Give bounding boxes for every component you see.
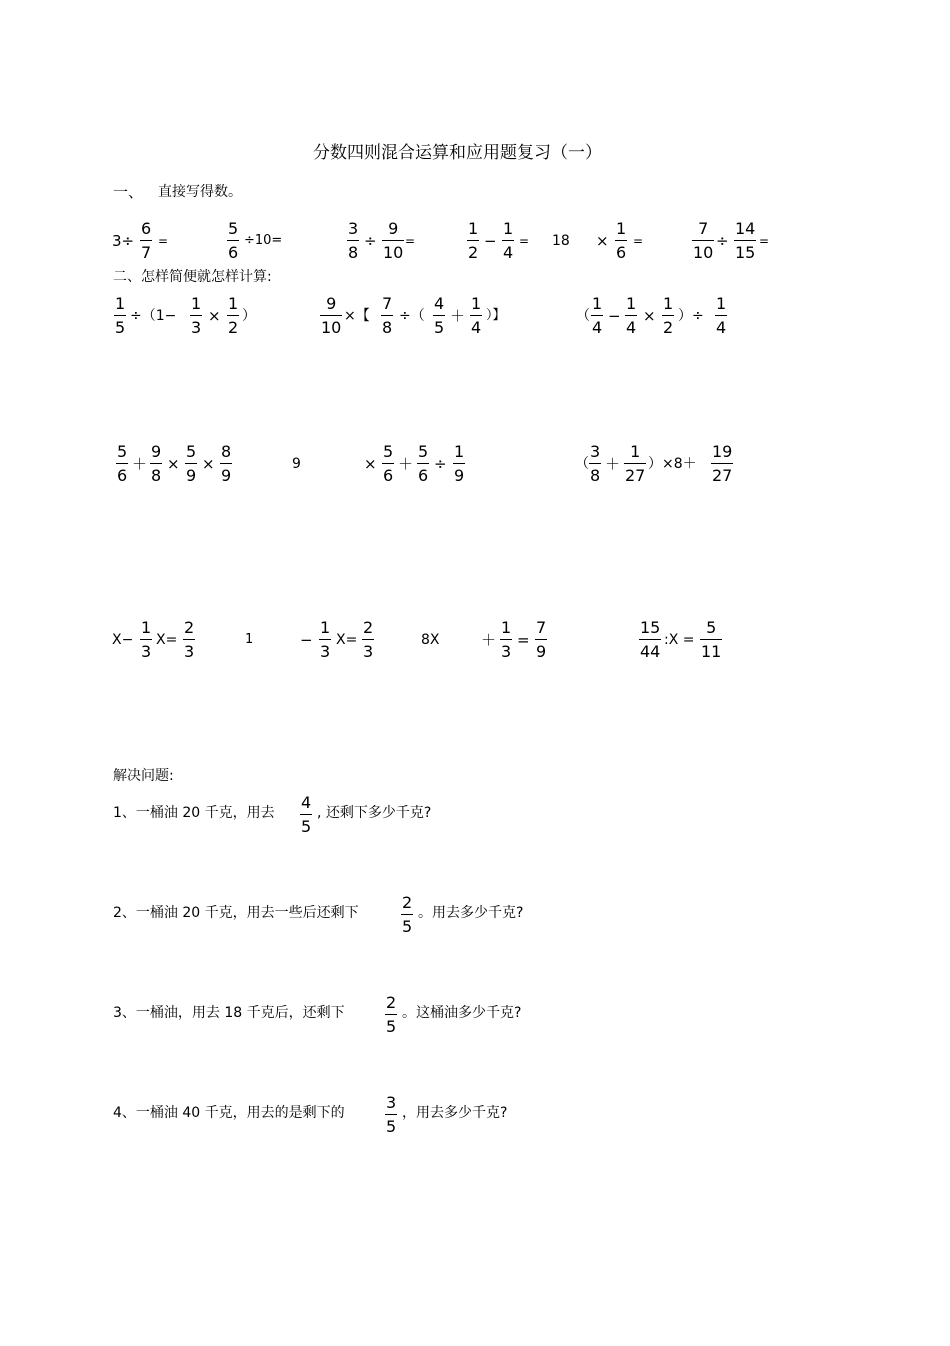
operator: （ [575,456,589,472]
operand: 9 [292,456,301,472]
operand: 3÷ [112,232,135,250]
fraction: 2 5 [402,893,413,936]
fraction: 1 27 [625,442,646,485]
fraction: 14 15 [735,219,756,262]
fraction: 4 5 [301,793,312,836]
problem-question: 。这桶油多少千克? [402,1005,522,1021]
problem-text: 3、一桶油，用去 18 千克后，还剩下 [113,1005,345,1021]
operator: ÷ [364,232,377,250]
operator: ÷（1− [130,308,177,324]
fraction: 9 8 [151,442,162,485]
section-3-heading: 解决问题: [113,768,174,784]
fraction: 2 3 [363,618,374,661]
section-2-heading: 二、怎样简便就怎样计算: [113,269,272,285]
operator: （ [576,308,590,324]
fraction: 1 3 [191,294,202,337]
problem-text: 1、一桶油 20 千克，用去 [113,805,275,821]
fraction: 1 4 [592,294,603,337]
page-title: 分数四则混合运算和应用题复习（一） [313,143,602,163]
fraction: 1 2 [468,219,479,262]
fraction: 2 3 [184,618,195,661]
operator: ＋ [481,631,497,649]
operator: × [167,455,180,473]
fraction: 1 2 [228,294,239,337]
fraction: 6 7 [141,219,152,262]
operator: ） [242,308,256,324]
problem-text: 2、一桶油 20 千克，用去一些后还剩下 [113,905,359,921]
operand: 1 [245,632,254,647]
fraction: 5 9 [186,442,197,485]
operator: ）÷ [678,308,704,324]
fraction: 1 3 [141,618,152,661]
fraction: 1 4 [716,294,727,337]
operator: − [608,307,621,325]
fraction: 4 5 [434,294,445,337]
fraction: 19 27 [712,442,733,485]
operator: ＋ [132,455,148,473]
fraction: 5 6 [117,442,128,485]
equals: = [158,234,169,248]
operator: :X = [664,632,695,648]
fraction: 9 10 [321,294,342,337]
operator: X= [156,632,178,648]
fraction: 5 11 [701,618,722,661]
operand: 18 [552,233,570,249]
operator: ）】 [486,308,506,323]
operator: ＋ [450,307,466,325]
operator: ＋ [605,455,621,473]
fraction: 3 8 [590,442,601,485]
operator: ×【 [344,308,370,324]
fraction: 1 4 [471,294,482,337]
equals: = [519,234,530,248]
fraction: 1 6 [616,219,627,262]
section-1-number: 一、 [113,183,144,201]
fraction: 9 10 [383,219,404,262]
operator: X= [336,632,358,648]
operator: × [643,307,656,325]
fraction: 8 9 [221,442,232,485]
operator: ）×8＋ [648,456,697,472]
operator: ÷ [434,455,447,473]
fraction: 1 9 [454,442,465,485]
operator: ÷（ [399,308,425,324]
fraction: 3 8 [348,219,359,262]
fraction: 3 5 [386,1093,397,1136]
fraction: 1 3 [501,618,512,661]
problem-question: , 还剩下多少千克? [317,805,432,821]
operator: ＋ [398,455,414,473]
equals: = [633,234,644,248]
operator: × [364,455,377,473]
fraction: 7 9 [536,618,547,661]
operator: × [596,232,609,250]
fraction: 1 5 [115,294,126,337]
equals: = [759,234,770,248]
fraction: 1 3 [320,618,331,661]
problem-question: 。用去多少千克? [418,905,524,921]
operator: ÷10= [244,233,283,248]
fraction: 1 4 [503,219,514,262]
operand: X− [112,632,134,648]
operand: 8X [421,632,440,648]
fraction: 1 2 [663,294,674,337]
operator: × [208,307,221,325]
problem-text: 4、一桶油 40 千克，用去的是剩下的 [113,1105,345,1121]
equals: = [405,234,416,248]
operator: × [202,455,215,473]
fraction: 1 4 [626,294,637,337]
fraction: 7 10 [693,219,714,262]
problem-question: ，用去多少千克? [402,1105,508,1121]
fraction: 5 6 [418,442,429,485]
operator: = [517,631,530,649]
fraction: 15 44 [640,618,661,661]
fraction: 5 6 [228,219,239,262]
operator: ÷ [716,232,729,250]
fraction: 2 5 [386,993,397,1036]
fraction: 5 6 [383,442,394,485]
operator: − [300,631,313,649]
section-1-heading: 直接写得数。 [158,184,242,200]
operator: − [484,232,497,250]
fraction: 7 8 [382,294,393,337]
